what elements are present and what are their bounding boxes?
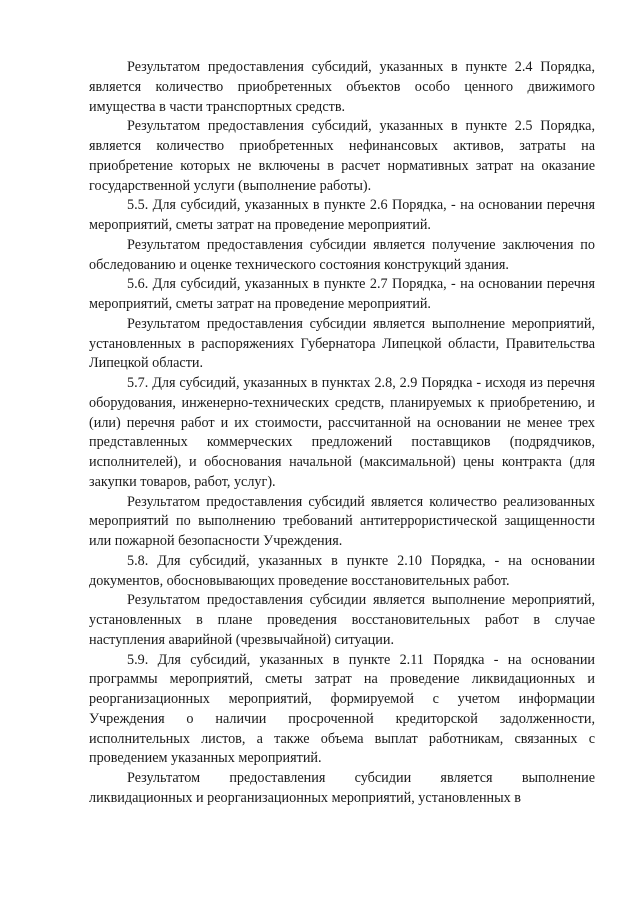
paragraph-result-5-6: Результатом предоставления субсидии является выполнение мероприятий, установленных в распоряжениях Губернатора Липецкой области, Правительства Липецкой области. (89, 315, 595, 372)
paragraph-result-2-4: Результатом предоставления субсидий, указанных в пункте 2.4 Порядка, является количество приобретенных объектов особо ценного движимого имущества в части транспортных средств. (89, 59, 595, 115)
paragraph-5-9: 5.9. Для субсидий, указанных в пункте 2.11 Порядка - на основании программы мероприятий, сметы затрат на проведение ликвидационных и реорганизационных мероприятий, формируемой с учетом информации Учреждения о наличии просроченной кредиторской задолженности, исполнительных листов, а также объема выплат работникам, связанных с проведением указанных мероприятий. (89, 651, 595, 767)
paragraph-5-5: 5.5. Для субсидий, указанных в пункте 2.6 Порядка, - на основании перечня мероприятий, сметы затрат на проведение мероприятий. (89, 197, 595, 233)
paragraph-5-7: 5.7. Для субсидий, указанных в пунктах 2.8, 2.9 Порядка - исходя из перечня оборудования, инженерно-технических средств, планируемых к приобретению, и (или) перечня работ и их стоимости, рассчитанной на основании не менее трех представленных коммерческих предложений поставщиков (подрядчиков, исполнителей), и обоснования начальной (максимальной) цены контракта (для закупки товаров, работ, услуг). (89, 375, 595, 490)
paragraph-result-2-5: Результатом предоставления субсидий, указанных в пункте 2.5 Порядка, является количество приобретенных нефинансовых активов, затраты на приобретение которых не включены в расчет нормативных затрат на оказание государственной услуги (выполнение работы). (89, 118, 595, 194)
paragraph-result-5-9: Результатом предоставления субсидии является выполнение ликвидационных и реорганизационных мероприятий, установленных в (89, 770, 595, 806)
paragraph-5-8: 5.8. Для субсидий, указанных в пункте 2.10 Порядка, - на основании документов, обосновывающих проведение восстановительных работ. (89, 552, 595, 589)
paragraph-result-5-8: Результатом предоставления субсидии является выполнение мероприятий, установленных в плане проведения восстановительных работ в случае наступления аварийной (чрезвычайной) ситуации. (89, 592, 595, 648)
paragraph-5-6: 5.6. Для субсидий, указанных в пункте 2.7 Порядка, - на основании перечня мероприятий, сметы затрат на проведение мероприятий. (89, 276, 595, 312)
paragraph-result-5-5: Результатом предоставления субсидии является получение заключения по обследованию и оценке технического состояния конструкций здания. (89, 236, 595, 273)
paragraph-result-5-7: Результатом предоставления субсидий является количество реализованных мероприятий по выполнению требований антитеррористической защищенности или пожарной безопасности Учреждения. (89, 493, 595, 549)
document-body (89, 58, 595, 809)
